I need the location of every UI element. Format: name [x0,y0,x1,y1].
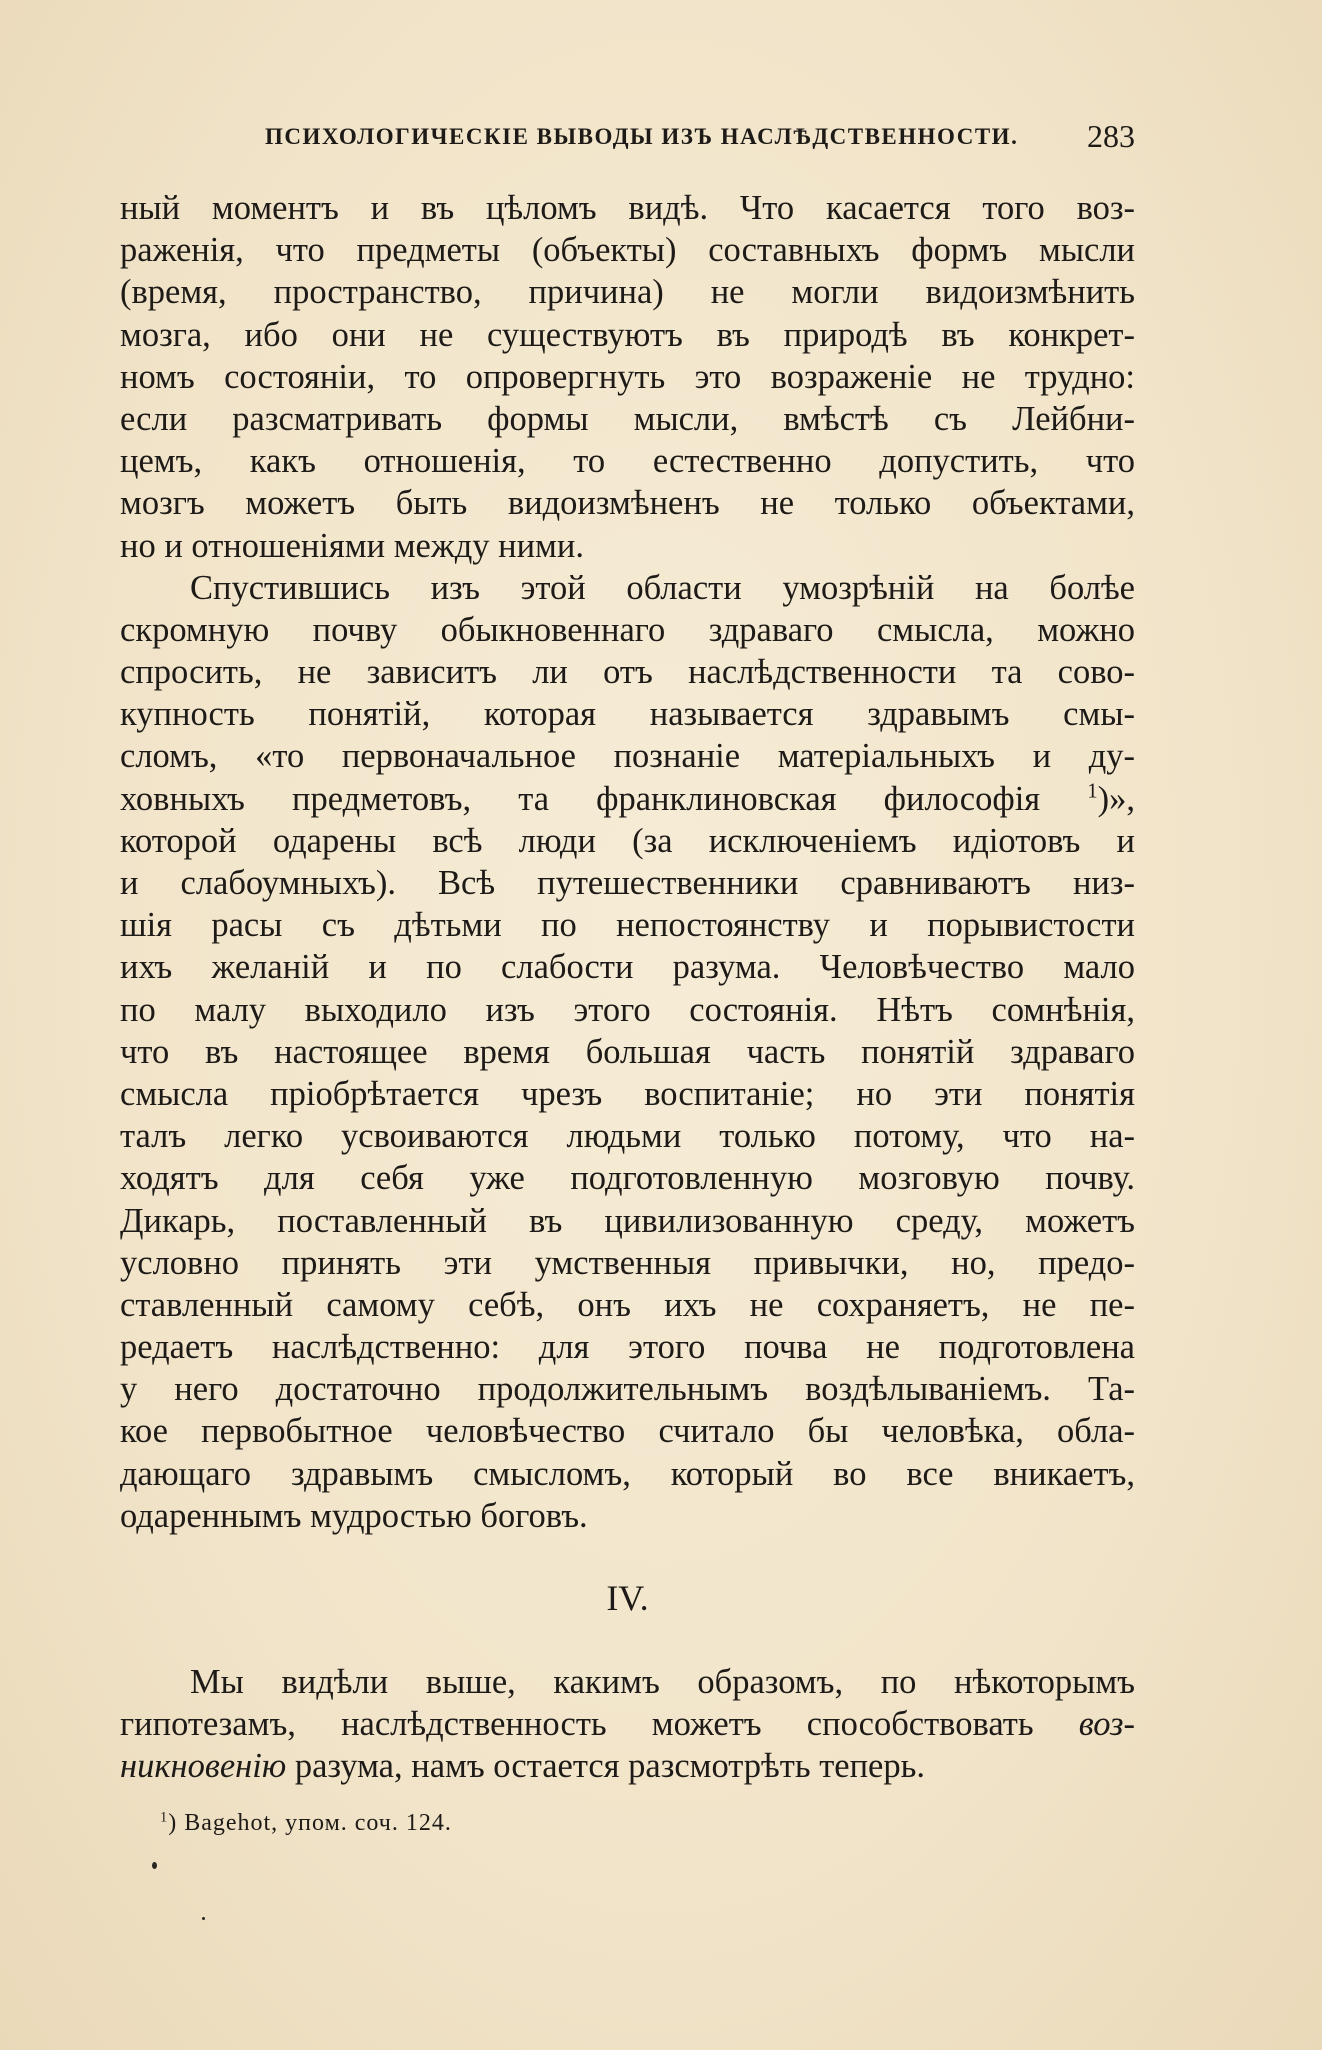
footnote-text: ) Bagehot, упом. соч. 124. [168,1810,452,1836]
text-span: разума, намъ остается разсмотрѣть теперь. [286,1747,925,1786]
text-line: мозга, ибо они не существуютъ въ природѣ въ конкрет- [120,315,1135,354]
text-line: одареннымъ мудростью боговъ. [120,1496,588,1535]
text-line: у него достаточно продолжительнымъ воздѣлываніемъ. Та- [120,1370,1135,1409]
text-line: мозгъ можетъ быть видоизмѣненъ не только объектами, [120,484,1135,523]
print-speck [152,1862,157,1869]
text-line: цемъ, какъ отношенія, то естественно допустить, что [120,442,1135,481]
text-line [120,778,1135,820]
paragraph [120,567,1135,1537]
text-line: шія расы съ дѣтьми по непостоянству и порывистости [120,906,1135,945]
text-line: Мы видѣли выше, какимъ образомъ, по нѣкоторымъ [190,1663,1135,1701]
page-header [265,118,1135,158]
footnote-reference: 1 [1087,780,1098,803]
footnote [160,1810,452,1837]
text-line: но и отношеніями между ними. [120,526,584,565]
body-text [120,187,1135,1788]
text-line: талъ легко усвоиваются людьми только потому, что на- [120,1117,1135,1156]
text-line: Спустившись изъ этой области умозрѣній на болѣе [190,568,1135,607]
text-span: гипотезамъ, наслѣдственность можетъ способствовать [120,1705,1079,1744]
text-line: сломъ, «то первоначальное познаніе матеріальныхъ и ду- [120,737,1135,776]
text-line: если разсматривать формы мысли, вмѣстѣ съ Лейбни- [120,399,1135,438]
text-line [120,1745,1135,1787]
text-line: условно принять эти умственныя привычки, но, предо- [120,1243,1135,1282]
text-line: Дикарь, поставленный въ цивилизованную среду, можетъ [120,1201,1135,1240]
text-line: кое первобытное человѣчество считало бы человѣка, обла- [120,1412,1135,1451]
running-head: ПСИХОЛОГИЧЕСКІЕ ВЫВОДЫ ИЗЪ НАСЛѢДСТВЕННОСТИ. [265,124,1019,149]
text-line: ставленный самому себѣ, онъ ихъ не сохраняетъ, не пе- [120,1285,1135,1324]
print-speck [202,1917,205,1920]
text-line: смысла пріобрѣтается чрезъ воспитаніе; но эти понятія [120,1074,1135,1113]
italic-span: никновенію [120,1747,287,1786]
final-paragraph [120,1661,1135,1788]
section-heading: IV. [606,1578,649,1618]
italic-span: воз- [1078,1705,1135,1744]
page-number: 283 [1087,118,1135,154]
text-line: (время, пространство, причина) не могли видоизмѣнить [120,273,1135,312]
text-line [120,1703,1135,1745]
text-line: дающаго здравымъ смысломъ, который во все вникаетъ, [120,1454,1135,1493]
text-line: по малу выходило изъ этого состоянія. Нѣтъ сомнѣнія, [120,990,1135,1029]
paragraphs [120,187,1135,1537]
text-line: спросить, не зависитъ ли отъ наслѣдственности та сово- [120,653,1135,692]
footnote-marker: 1 [160,1809,169,1826]
text-line: номъ состояніи, то опровергнуть это возраженіе не трудно: [120,357,1135,396]
text-span: )», [1097,779,1135,818]
text-line: ихъ желаній и по слабости разума. Человѣчество мало [120,948,1135,987]
text-line: ходятъ для себя уже подготовленную мозговую почву. [120,1159,1135,1198]
text-line: купность понятій, которая называется здравымъ смы- [120,695,1135,734]
text-line: ный моментъ и въ цѣломъ видѣ. Что касается того воз- [120,189,1135,227]
text-line: которой одарены всѣ люди (за исключеніемъ идіотовъ и [120,821,1135,860]
paragraph [120,187,1135,567]
text-line: скромную почву обыкновеннаго здраваго смысла, можно [120,610,1135,649]
text-line: и слабоумныхъ). Всѣ путешественники сравниваютъ низ- [120,864,1135,902]
text-line: редаетъ наслѣдственно: для этого почва не подготовлена [120,1328,1135,1367]
text-line: раженія, что предметы (объекты) составныхъ формъ мысли [120,231,1135,270]
text-line: что въ настоящее время большая часть понятій здраваго [120,1032,1135,1071]
text-span: ховныхъ предметовъ, та франклиновская философія [120,779,1088,818]
